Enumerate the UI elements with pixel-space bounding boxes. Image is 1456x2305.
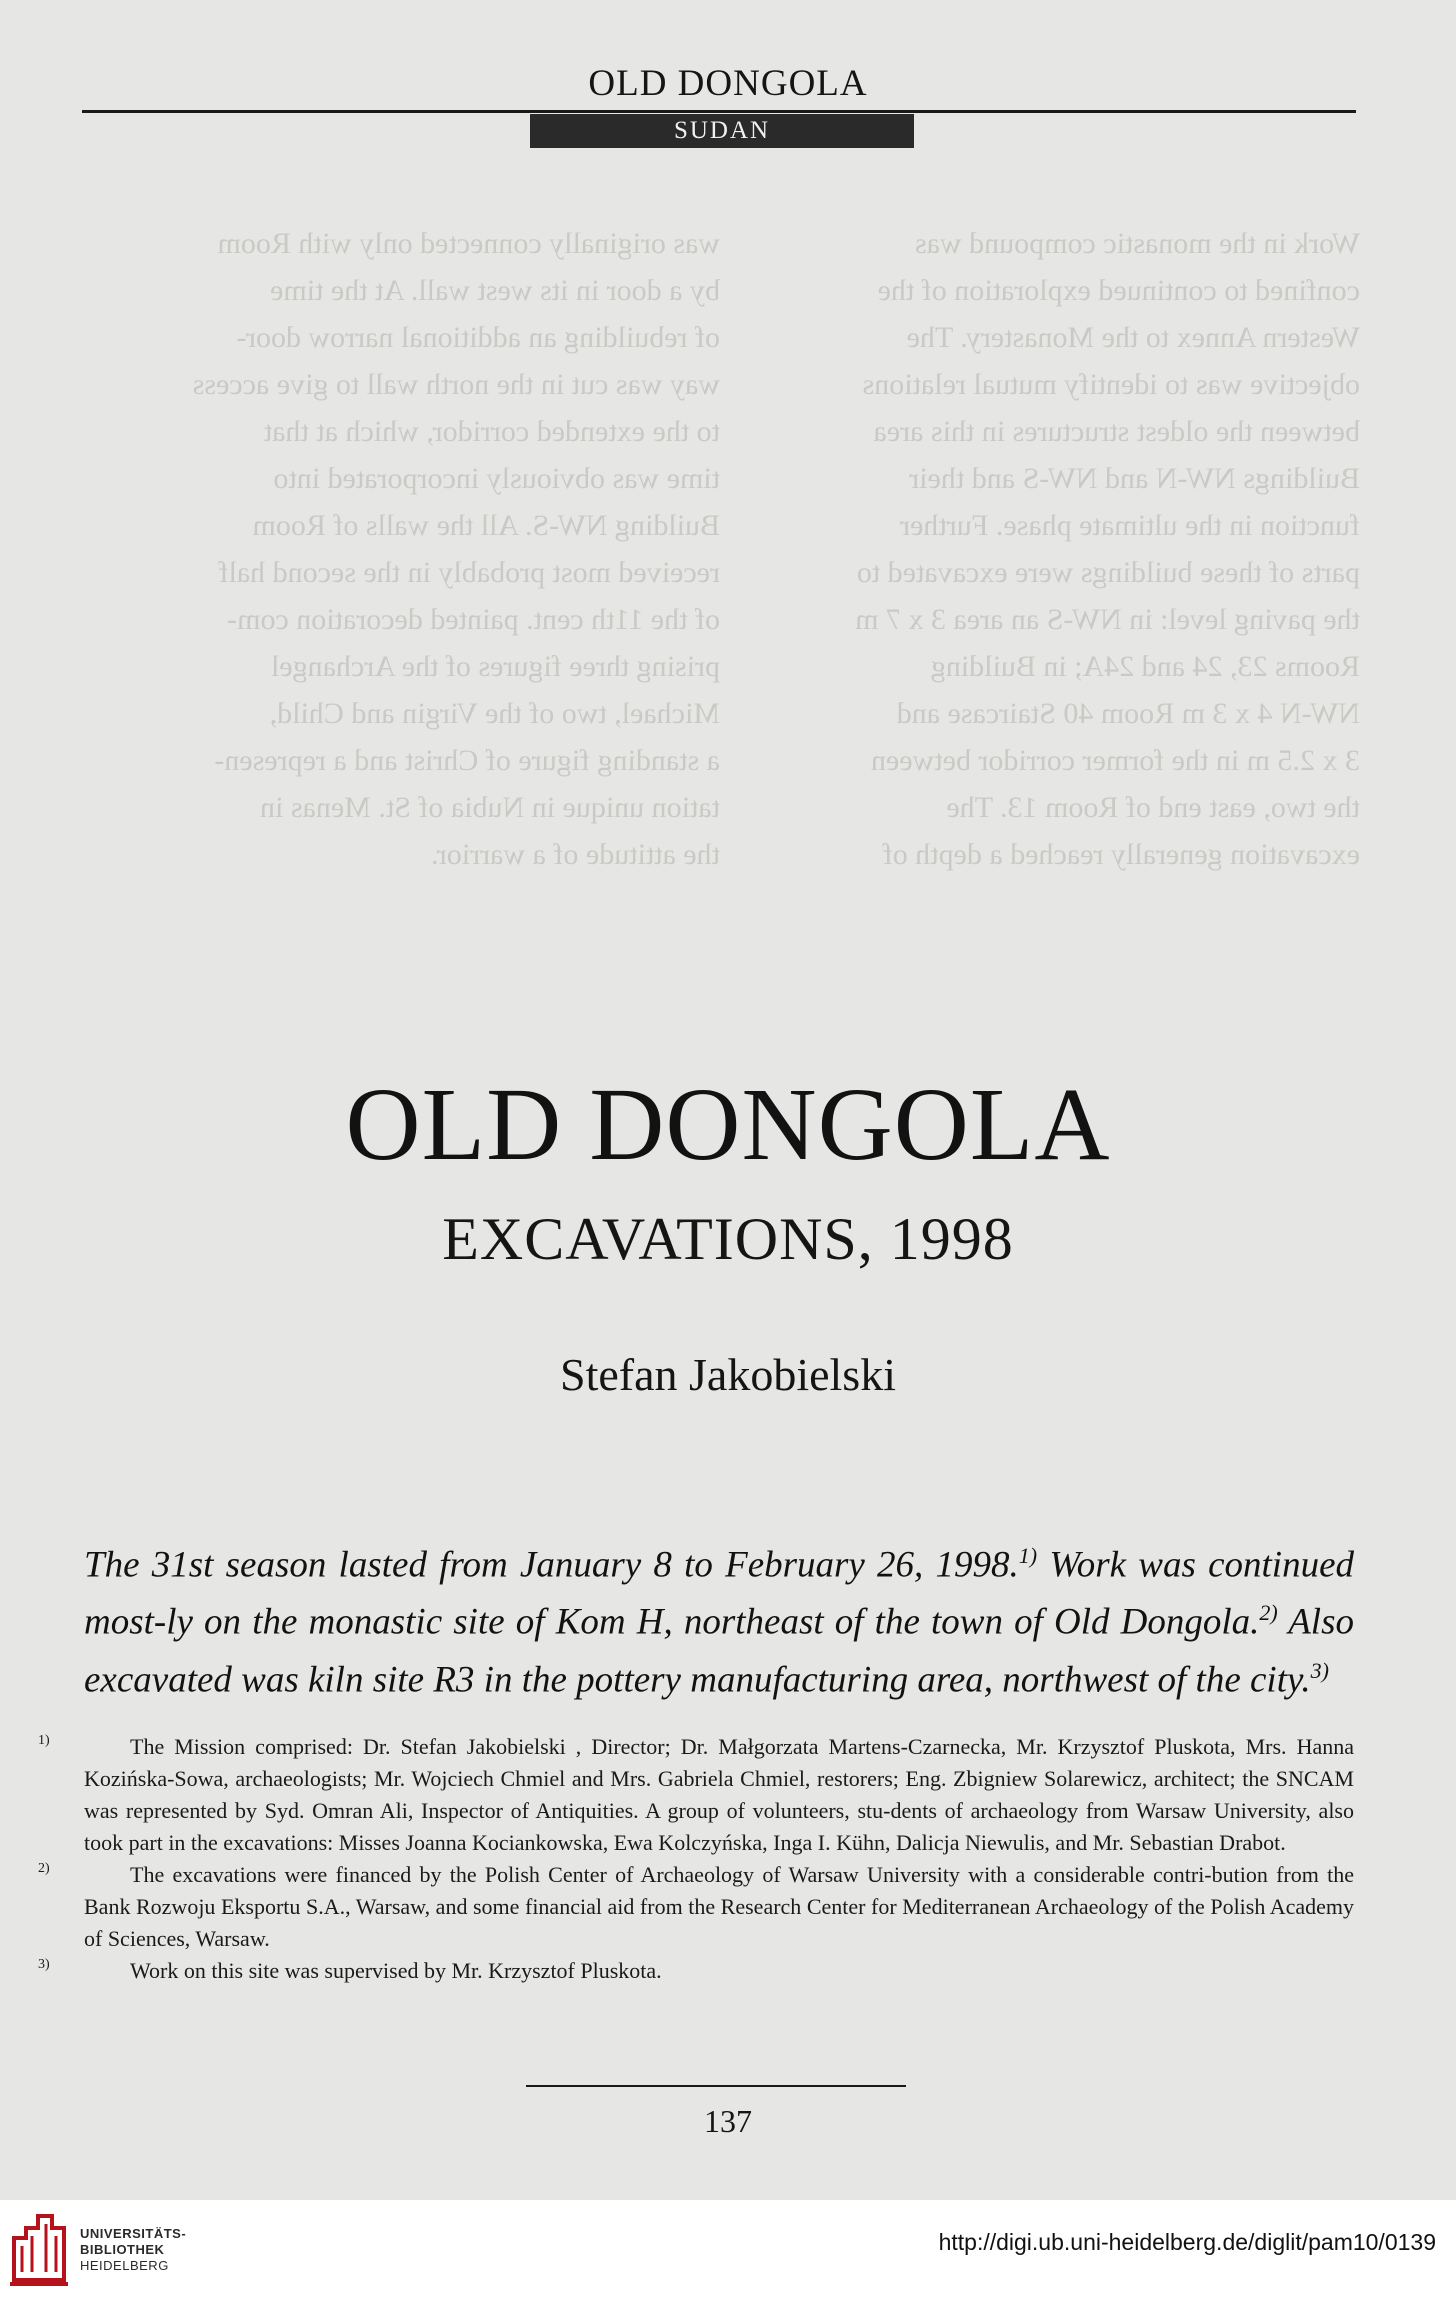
library-name-line: HEIDELBERG <box>80 2258 169 2273</box>
footnote-mark: 2) <box>38 1861 50 1876</box>
footnote-mark: 3) <box>38 1957 50 1972</box>
source-url-link[interactable]: http://digi.ub.uni-heidelberg.de/diglit/pam10/0139 <box>938 2229 1436 2255</box>
article-subtitle: EXCAVATIONS, 1998 <box>442 1206 1014 1272</box>
page-number: 137 <box>704 2103 752 2139</box>
intro-paragraph <box>84 1532 1354 1704</box>
intro-sentence-2: Work was continued most-ly on the monastic site of Kom H, northeast of the town of Old Dongola. <box>84 1544 1354 1643</box>
running-head-rule <box>82 110 1356 113</box>
library-name <box>80 2226 186 2274</box>
article-author: Stefan Jakobielski <box>560 1349 896 1400</box>
intro-sentence-3: Also excavated was kiln site R3 in the pottery manufacturing area, northwest of the city. <box>84 1601 1354 1700</box>
library-name-line: UNIVERSITÄTS- <box>80 2226 187 2241</box>
footnote-ref-2[interactable]: 2) <box>1259 1600 1278 1626</box>
running-head-title: OLD DONGOLA <box>588 63 868 104</box>
footnotes <box>38 1731 1354 1987</box>
footnote-text: The Mission comprised: Dr. Stefan Jakobielski , Director; Dr. Małgorzata Martens-Czarnecka, Mr. Krzysztof Pluskota, Mrs. Hanna Kozińska-Sowa, archaeologists; Mr. Wojciech Chmiel and Mrs. Gabriela Chmiel, restorers; Eng. Zbigniew Solarewicz, architect; the SNCAM was represented by Syd. Omran Ali, Inspector of Antiquities. A group of volunteers, stu-dents of archaeology from Warsaw University, also took part in the excavations: Misses Joanna Kociankowska, Ewa Kolczyńska, Inga I. Kühn, Dalicja Niewulis, and Mr. Sebastian Drabot. <box>84 1734 1354 1855</box>
article-title: OLD DONGOLA <box>345 1067 1111 1182</box>
university-library-logo-icon[interactable] <box>8 2210 70 2288</box>
footnote-text: The excavations were financed by the Polish Center of Archaeology of Warsaw University with a considerable contri-bution from the Bank Rozwoju Eksportu S.A., Warsaw, and some financial aid from the Research Center for Mediterranean Archaeology of the Polish Academy of Sciences, Warsaw. <box>84 1862 1354 1951</box>
section-label: SUDAN <box>530 114 914 148</box>
bleed-through-right: Work in the monastic compound was confined to continued exploration of the Western Annex to the Monastery. The objective was to identify mutual relations between the oldest structures in this area Buildings NW-N and NW-S and their function in the ultimate phase. Further parts of these buildings were excavated to the paving level: in NW-S an area 3 x 7 m Rooms 23, 24 and 24A; in Building NW-N 4 x 3 m Room 40 Staircase and 3 x 2.5 m in the former corridor between the two, east end of Room 13. The excavation generally reached a depth of <box>855 227 1360 871</box>
footnote-text: Work on this site was supervised by Mr. Krzysztof Pluskota. <box>130 1958 662 1983</box>
footer-rule <box>526 2085 906 2087</box>
footnote-ref-3[interactable]: 3) <box>1310 1657 1329 1683</box>
footnote-mark: 1) <box>38 1733 50 1748</box>
intro-sentence-1: The 31st season lasted from January 8 to February 26, 1998. <box>84 1544 1019 1586</box>
footnote-ref-1[interactable]: 1) <box>1018 1543 1038 1568</box>
footnote <box>38 1731 1354 1859</box>
footnote <box>38 1955 1354 1987</box>
footnote <box>38 1859 1354 1955</box>
library-name-line: BIBLIOTHEK <box>80 2242 165 2257</box>
bleed-through-left: was originally connected only with Room by a door in its west wall. At the time of rebuilding an additional narrow door- way was cut in the north wall to give access to the extended corridor, which at that time was obviously incorporated into Building NW-S. All the walls of Room received most probably in the second half of the 11th cent. painted decoration com- prising three figures of the Archangel Michael, two of the Virgin and Child, a standing figure of Christ and a represen- tation unique in Nubia of St. Menas in the attitude of a warrior. <box>192 227 720 871</box>
